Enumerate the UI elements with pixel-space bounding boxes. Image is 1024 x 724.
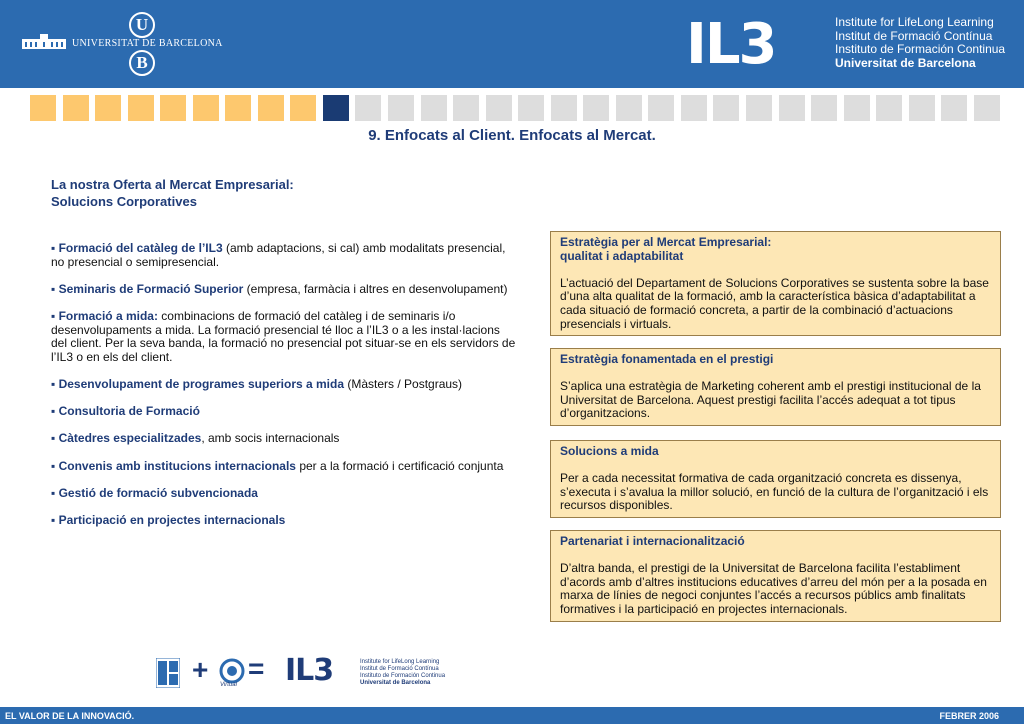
il3-small-line: Institute for LifeLong Learning: [360, 659, 440, 665]
ub-u-badge: U: [129, 12, 155, 38]
list-item: [51, 310, 516, 364]
bullet-icon: ▪: [51, 431, 59, 446]
bullet-icon: ▪: [51, 241, 59, 255]
progress-square: [811, 95, 837, 121]
box-body: Per a cada necessitat formativa de cada organització concreta es dissenya, s’executa i s’avalua la millor solució, en funció de la cultura de l’organització i els recursos disponibles.: [560, 471, 989, 513]
list-item-heading: Desenvolupament de programes superiors a mida: [58, 376, 345, 391]
progress-square: [388, 95, 414, 121]
strategy-box: [550, 231, 1001, 336]
footer-left: EL VALOR DE LA INNOVACIÓ.: [5, 711, 135, 721]
il3-tagline: [835, 16, 1005, 70]
list-item-heading: Convenis amb institucions internacionals: [58, 458, 296, 473]
list-item: [51, 460, 516, 474]
progress-square: [193, 95, 219, 121]
header-bar: [0, 0, 1024, 88]
bullet-icon: ▪: [51, 485, 59, 500]
progress-square: [128, 95, 154, 121]
progress-square: [583, 95, 609, 121]
bullet-icon: ▪: [51, 281, 59, 296]
progress-square: [95, 95, 121, 121]
list-item-text: , amb socis internacionals: [201, 431, 340, 446]
virtual-label: Virtual: [220, 682, 237, 688]
offer-title: [51, 176, 294, 210]
list-item-text: per a la formació i certificació conjunta: [295, 458, 504, 473]
partnership-box: [550, 530, 1001, 622]
offer-title-line: Solucions Corporatives: [51, 194, 197, 209]
list-item: [51, 432, 516, 446]
il3-small-line: Universitat de Barcelona: [360, 680, 431, 686]
il3-line: Institute for LifeLong Learning: [835, 15, 994, 29]
box-body: D’altra banda, el prestigi de la Universitat de Barcelona facilita l’establiment d’acords amb d’altres institucions educatives d’arreu del món per a la posada en marxa de línies de negoci conjuntes l’accés a recursos públics amb finalitats formatives i la participació en projectes internacionals.: [560, 561, 987, 616]
il3-small-logo: IL3: [285, 653, 334, 688]
list-item: [51, 487, 516, 501]
box-body: L’actuació del Departament de Solucions Corporatives se sustenta sobre la base d’una alta qualitat de la formació, amb la característica bàsica d’adaptabilitat a cada situació de formació concreta, a partir de la combinació d’actuacions presencials i virtuals.: [560, 275, 989, 331]
list-item-heading: Participació en projectes internacionals: [58, 512, 286, 527]
bullet-icon: ▪: [51, 458, 59, 473]
progress-square: [746, 95, 772, 121]
list-item-heading: Formació a mida:: [58, 308, 158, 323]
list-item-text: (Màsters / Postgraus): [344, 376, 463, 391]
progress-square: [421, 95, 447, 121]
list-item: [51, 405, 516, 419]
progress-square: [909, 95, 935, 121]
progress-square: [30, 95, 56, 121]
list-item: [51, 378, 516, 392]
progress-square: [453, 95, 479, 121]
progress-square: [844, 95, 870, 121]
progress-square: [779, 95, 805, 121]
il3-line: Instituto de Formación Continua: [835, 42, 1006, 56]
plus-sign: +: [192, 654, 209, 685]
ub-logo: [18, 8, 228, 80]
offer-title-line: La nostra Oferta al Mercat Empresarial:: [51, 177, 294, 192]
custom-solutions-box: [550, 440, 1001, 518]
list-item-heading: Formació del catàleg de l’IL3: [58, 241, 223, 255]
il3-line: Universitat de Barcelona: [835, 55, 976, 70]
ub-name: UNIVERSITAT DE BARCELONA: [72, 38, 223, 49]
ub-b-badge: B: [129, 50, 155, 76]
equals-sign: =: [248, 653, 265, 684]
il3-line: Institut de Formació Contínua: [835, 28, 993, 43]
box-title: Estratègia per al Mercat Empresarial:: [560, 235, 772, 249]
progress-squares: [30, 95, 1000, 121]
prestige-box: [550, 348, 1001, 426]
progress-square: [225, 95, 251, 121]
footer-bar: [0, 707, 1024, 724]
list-item-text: (amb adaptacions, si cal) amb modalitats presencial, no presencial o semipresencial.: [51, 241, 506, 269]
progress-square: [616, 95, 642, 121]
bullet-icon: ▪: [51, 512, 59, 527]
list-item-text: (empresa, farmàcia i altres en desenvolupament): [243, 281, 508, 296]
progress-square: [876, 95, 902, 121]
progress-square: [713, 95, 739, 121]
il3-small-line: Instituto de Formación Continua: [360, 673, 446, 679]
progress-square: [551, 95, 577, 121]
list-item: [51, 514, 516, 528]
progress-square: [258, 95, 284, 121]
box-title: Estratègia fonamentada en el prestigi: [560, 352, 774, 366]
progress-square: [160, 95, 186, 121]
box-title: Partenariat i internacionalització: [560, 534, 745, 548]
offer-list: [51, 242, 516, 541]
progress-square: [323, 95, 349, 121]
progress-square: [486, 95, 512, 121]
bullet-icon: ▪: [51, 404, 59, 419]
progress-square: [355, 95, 381, 121]
list-item-heading: Gestió de formació subvencionada: [58, 485, 258, 500]
progress-square: [648, 95, 674, 121]
footer-right: FEBRER 2006: [939, 711, 999, 721]
box-title: Solucions a mida: [560, 444, 659, 458]
bullet-icon: ▪: [51, 376, 59, 391]
progress-square: [290, 95, 316, 121]
list-item: [51, 242, 516, 269]
il3-logo: IL3: [686, 12, 776, 77]
bottom-logo: [156, 653, 456, 690]
list-item: [51, 283, 516, 297]
box-subtitle: qualitat i adaptabilitat: [560, 248, 684, 263]
list-item-heading: Càtedres especialitzades: [58, 431, 202, 446]
ub-mark-icon: [156, 658, 180, 688]
il3-small-line: Institut de Formació Contínua: [360, 666, 439, 672]
il3-small-tagline: [360, 659, 445, 687]
progress-square: [518, 95, 544, 121]
bullet-icon: ▪: [51, 308, 59, 323]
list-item-heading: Seminaris de Formació Superior: [58, 281, 244, 296]
slide-title: 9. Enfocats al Client. Enfocats al Mercat.: [368, 127, 656, 144]
progress-square: [63, 95, 89, 121]
list-item-heading: Consultoria de Formació: [58, 404, 200, 419]
box-body: S’aplica una estratègia de Marketing coherent amb el prestigi institucional de la Universitat de Barcelona. Aquest prestigi facilita l’accés adequat a tot tipus d’organitzacions.: [560, 379, 981, 421]
progress-square: [974, 95, 1000, 121]
progress-square: [681, 95, 707, 121]
building-icon: [22, 34, 66, 50]
list-item-text: combinacions de formació del catàleg i de seminaris i/o desenvolupaments a mida. La formació presencial té lloc a l’IL3 o a les instal·lacions del client. Per la seva banda, la formació no presencial pot situar-se en els servidors de l’IL3 o en els del client.: [51, 308, 516, 364]
progress-square: [941, 95, 967, 121]
